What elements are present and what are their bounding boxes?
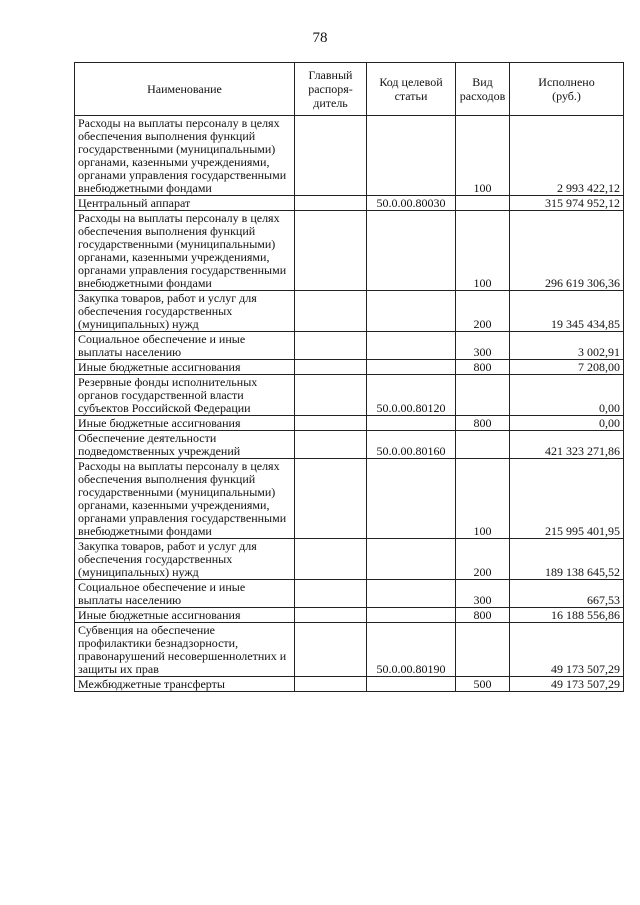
page-number: 78 — [312, 30, 328, 46]
cell-executed: 3 002,91 — [510, 332, 624, 360]
cell-executed: 0,00 — [510, 416, 624, 431]
cell-expense-type: 200 — [456, 291, 510, 332]
cell-expense-type — [456, 431, 510, 459]
budget-table — [74, 62, 624, 692]
cell-executed: 315 974 952,12 — [510, 196, 624, 211]
table-row — [75, 539, 624, 580]
cell-name: Расходы на выплаты персоналу в целях обеспечения выполнения функций государственными (муниципальными) органами, казенными учреждениями, органами управления государственными внебюджетными фондами — [75, 211, 295, 291]
cell-ministry — [295, 360, 367, 375]
cell-executed: 2 993 422,12 — [510, 116, 624, 196]
cell-executed: 7 208,00 — [510, 360, 624, 375]
table-row — [75, 608, 624, 623]
cell-expense-type: 100 — [456, 211, 510, 291]
cell-ministry — [295, 623, 367, 677]
cell-executed: 667,53 — [510, 580, 624, 608]
cell-executed: 19 345 434,85 — [510, 291, 624, 332]
cell-target-code — [367, 116, 456, 196]
table-row — [75, 332, 624, 360]
cell-target-code — [367, 291, 456, 332]
cell-name: Иные бюджетные ассигнования — [75, 360, 295, 375]
cell-ministry — [295, 196, 367, 211]
cell-expense-type: 300 — [456, 580, 510, 608]
cell-executed: 296 619 306,36 — [510, 211, 624, 291]
cell-name: Межбюджетные трансферты — [75, 677, 295, 692]
col-header-name: Наименование — [75, 63, 295, 116]
cell-ministry — [295, 539, 367, 580]
cell-target-code: 50.0.00.80120 — [367, 375, 456, 416]
table-row — [75, 677, 624, 692]
col-header-target-code: Код целевой статьи — [367, 63, 456, 116]
cell-target-code — [367, 580, 456, 608]
cell-ministry — [295, 211, 367, 291]
cell-target-code — [367, 332, 456, 360]
cell-name: Центральный аппарат — [75, 196, 295, 211]
cell-expense-type — [456, 196, 510, 211]
cell-ministry — [295, 332, 367, 360]
cell-name: Закупка товаров, работ и услуг для обеспечения государственных (муниципальных) нужд — [75, 539, 295, 580]
cell-name: Закупка товаров, работ и услуг для обеспечения государственных (муниципальных) нужд — [75, 291, 295, 332]
col-header-executed: Исполнено (руб.) — [510, 63, 624, 116]
cell-ministry — [295, 431, 367, 459]
table-row — [75, 211, 624, 291]
cell-executed: 16 188 556,86 — [510, 608, 624, 623]
cell-name: Расходы на выплаты персоналу в целях обеспечения выполнения функций государственными (муниципальными) органами, казенными учреждениями, органами управления государственными внебюджетными фондами — [75, 116, 295, 196]
col-header-expense-type: Вид расходов — [456, 63, 510, 116]
cell-target-code — [367, 459, 456, 539]
cell-executed: 0,00 — [510, 375, 624, 416]
table-row — [75, 360, 624, 375]
cell-ministry — [295, 416, 367, 431]
table-row — [75, 196, 624, 211]
cell-name: Субвенция на обеспечение профилактики безнадзорности, правонарушений несовершеннолетних и защиты их прав — [75, 623, 295, 677]
cell-expense-type: 800 — [456, 360, 510, 375]
cell-executed: 215 995 401,95 — [510, 459, 624, 539]
table-row — [75, 580, 624, 608]
cell-executed: 49 173 507,29 — [510, 623, 624, 677]
cell-executed: 49 173 507,29 — [510, 677, 624, 692]
cell-expense-type: 300 — [456, 332, 510, 360]
cell-target-code — [367, 416, 456, 431]
cell-target-code — [367, 608, 456, 623]
cell-name: Иные бюджетные ассигнования — [75, 608, 295, 623]
cell-expense-type — [456, 623, 510, 677]
cell-target-code: 50.0.00.80190 — [367, 623, 456, 677]
cell-ministry — [295, 580, 367, 608]
cell-name: Резервные фонды исполнительных органов государственной власти субъектов Российской Федерации — [75, 375, 295, 416]
cell-expense-type: 500 — [456, 677, 510, 692]
table-row — [75, 623, 624, 677]
cell-ministry — [295, 677, 367, 692]
cell-target-code — [367, 211, 456, 291]
cell-name: Обеспечение деятельности подведомственных учреждений — [75, 431, 295, 459]
cell-target-code — [367, 360, 456, 375]
cell-expense-type: 100 — [456, 459, 510, 539]
cell-ministry — [295, 375, 367, 416]
table-row — [75, 431, 624, 459]
table-body — [75, 116, 624, 692]
table-row — [75, 459, 624, 539]
cell-name: Социальное обеспечение и иные выплаты населению — [75, 332, 295, 360]
cell-expense-type: 200 — [456, 539, 510, 580]
table-row — [75, 291, 624, 332]
table-row — [75, 416, 624, 431]
table-header-row — [75, 63, 624, 116]
table-row — [75, 116, 624, 196]
cell-ministry — [295, 291, 367, 332]
cell-target-code — [367, 539, 456, 580]
table-row — [75, 375, 624, 416]
cell-expense-type: 100 — [456, 116, 510, 196]
cell-name: Иные бюджетные ассигнования — [75, 416, 295, 431]
cell-expense-type: 800 — [456, 416, 510, 431]
cell-ministry — [295, 459, 367, 539]
cell-target-code — [367, 677, 456, 692]
cell-target-code: 50.0.00.80160 — [367, 431, 456, 459]
cell-expense-type: 800 — [456, 608, 510, 623]
col-header-ministry: Главный распоря- дитель — [295, 63, 367, 116]
cell-ministry — [295, 608, 367, 623]
cell-name: Социальное обеспечение и иные выплаты населению — [75, 580, 295, 608]
cell-executed: 421 323 271,86 — [510, 431, 624, 459]
cell-expense-type — [456, 375, 510, 416]
cell-name: Расходы на выплаты персоналу в целях обеспечения выполнения функций государственными (муниципальными) органами, казенными учреждениями, органами управления государственными внебюджетными фондами — [75, 459, 295, 539]
cell-ministry — [295, 116, 367, 196]
cell-executed: 189 138 645,52 — [510, 539, 624, 580]
cell-target-code: 50.0.00.80030 — [367, 196, 456, 211]
